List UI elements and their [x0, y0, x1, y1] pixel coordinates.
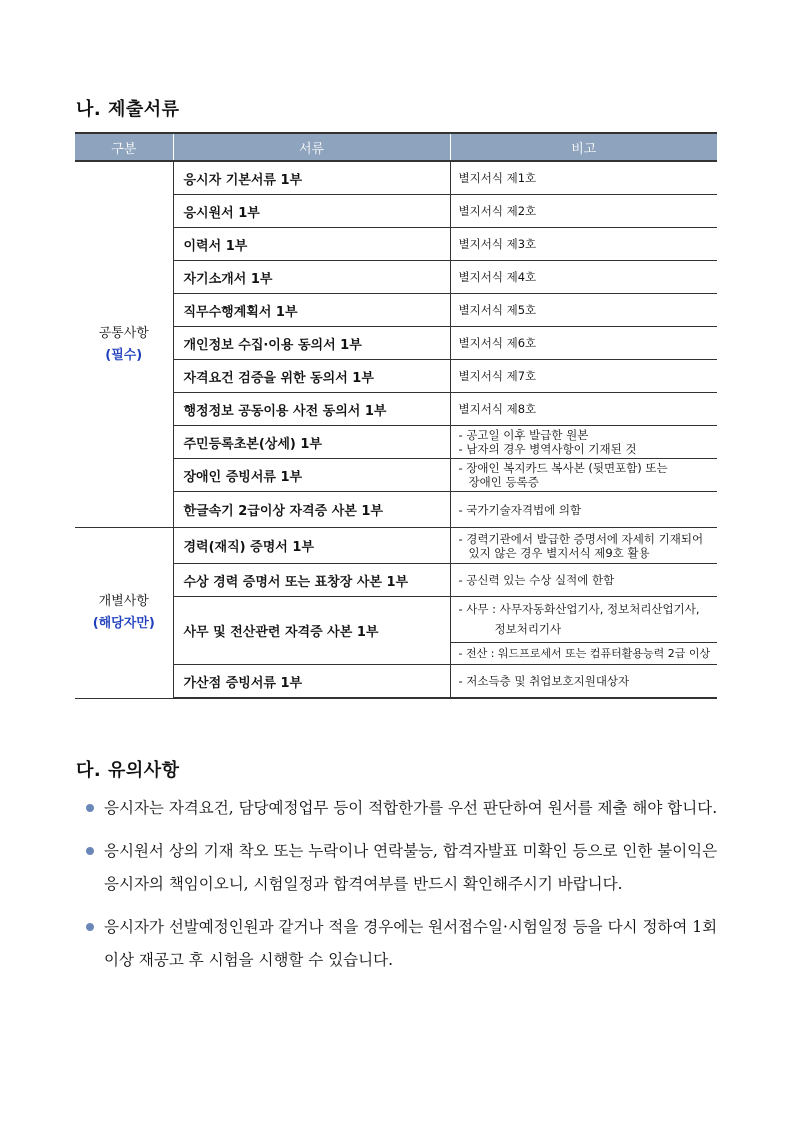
category-individual	[75, 528, 173, 699]
document-note: - 공신력 있는 수상 실적에 한함	[450, 564, 717, 597]
note-block-office	[451, 598, 718, 643]
document-name: 가산점 증빙서류 1부	[173, 665, 450, 699]
document-note: 별지서식 제2호	[450, 195, 717, 228]
document-note: 별지서식 제4호	[450, 261, 717, 294]
document-note: 별지서식 제8호	[450, 393, 717, 426]
note-line: - 경력기관에서 발급한 증명서에 자세히 기재되어	[458, 531, 704, 546]
header-category: 구분	[75, 133, 173, 161]
document-name: 사무 및 전산관련 자격증 사본 1부	[173, 597, 450, 665]
document-note: - 저소득층 및 취업보호지원대상자	[450, 665, 717, 699]
document-name: 직무수행계획서 1부	[173, 294, 450, 327]
note-line: - 공고일 이후 발급한 원본	[458, 428, 589, 442]
document-note: 별지서식 제6호	[450, 327, 717, 360]
document-name: 응시자 기본서류 1부	[173, 161, 450, 195]
document-name: 장애인 증빙서류 1부	[173, 459, 450, 492]
table-row	[75, 528, 717, 564]
submission-documents-table	[75, 132, 717, 699]
note-line: - 남자의 경우 병역사항이 기재된 것	[458, 442, 637, 456]
list-item	[86, 835, 726, 901]
note-line: 정보처리기사	[494, 622, 562, 636]
document-name: 수상 경력 증명서 또는 표창장 사본 1부	[173, 564, 450, 597]
document-note: - 국가기술자격법에 의함	[450, 492, 717, 528]
notice-text: 응시자가 선발예정인원과 같거나 적을 경우에는 원서접수일·시험일정 등을 다시 정하여 1회 이상 재공고 후 시험을 시행할 수 있습니다.	[104, 918, 718, 969]
document-note	[450, 528, 717, 564]
document-note	[450, 426, 717, 459]
document-note: 별지서식 제1호	[450, 161, 717, 195]
header-document: 서류	[173, 133, 450, 161]
header-note: 비고	[450, 133, 717, 161]
list-item	[86, 792, 726, 825]
document-note: 별지서식 제5호	[450, 294, 717, 327]
list-item	[86, 911, 726, 977]
document-note	[450, 459, 717, 492]
document-name: 이력서 1부	[173, 228, 450, 261]
document-name: 행정정보 공동이용 사전 동의서 1부	[173, 393, 450, 426]
notice-list	[86, 792, 726, 987]
table-header-row	[75, 133, 717, 161]
document-name: 경력(재직) 증명서 1부	[173, 528, 450, 564]
section-title-submission-documents: 나. 제출서류	[76, 99, 180, 120]
note-line: - 전산 : 워드프로세서 또는 컴퓨터활용능력 2급 이상	[458, 647, 711, 660]
bullet-icon	[86, 804, 94, 812]
category-common	[75, 161, 173, 528]
document-name: 개인정보 수집·이용 동의서 1부	[173, 327, 450, 360]
notice-text: 응시원서 상의 기재 착오 또는 누락이나 연락불능, 합격자발표 미확인 등으로 인한 불이익은 응시자의 책임이오니, 시험일정과 합격여부를 반드시 확인해주시기 바랍니다.	[104, 842, 718, 893]
document-name: 응시원서 1부	[173, 195, 450, 228]
note-line: 있지 않은 경우 별지서식 제9호 활용	[468, 545, 650, 560]
note-line: - 사무 : 사무자동화산업기사, 정보처리산업기사,	[458, 602, 700, 616]
section-title-notices: 다. 유의사항	[76, 760, 180, 781]
note-line: 장애인 등록증	[468, 475, 539, 489]
category-common-label: 공통사항	[98, 325, 149, 341]
document-name: 한글속기 2급이상 자격증 사본 1부	[173, 492, 450, 528]
category-common-sub: (필수)	[105, 347, 143, 363]
document-name: 자기소개서 1부	[173, 261, 450, 294]
category-individual-label: 개별사항	[98, 593, 149, 609]
bullet-icon	[86, 847, 94, 855]
bullet-icon	[86, 923, 94, 931]
document-note: 별지서식 제3호	[450, 228, 717, 261]
document-name: 주민등록초본(상세) 1부	[173, 426, 450, 459]
notice-text: 응시자는 자격요건, 담당예정업무 등이 적합한가를 우선 판단하여 원서를 제출 해야 합니다.	[104, 799, 718, 817]
document-name: 자격요건 검증을 위한 동의서 1부	[173, 360, 450, 393]
table-row	[75, 161, 717, 195]
document-note	[450, 597, 717, 665]
note-line: - 장애인 복지카드 복사본 (뒷면포함) 또는	[458, 461, 668, 475]
category-individual-sub: (해당자만)	[92, 615, 155, 631]
document-note: 별지서식 제7호	[450, 360, 717, 393]
note-split	[459, 598, 718, 663]
